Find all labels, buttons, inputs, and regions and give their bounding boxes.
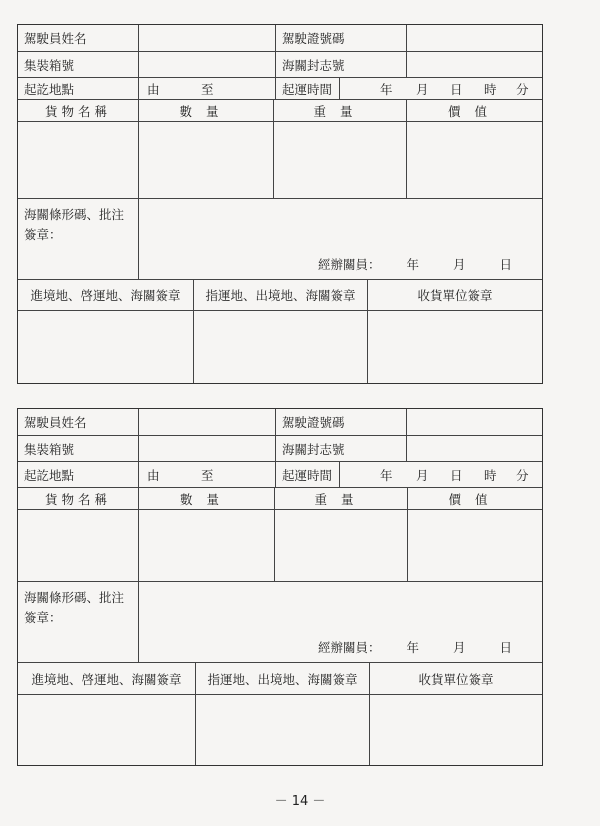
page-number: － 14 － <box>274 794 326 809</box>
receiver-stamp-field[interactable] <box>368 311 542 383</box>
from-label: 由 <box>147 467 160 483</box>
customs-note-field[interactable] <box>139 582 542 662</box>
customs-seal-field[interactable] <box>407 436 542 461</box>
container-row <box>18 436 542 462</box>
day-label: 日 <box>450 81 463 97</box>
day-label: 日 <box>450 467 463 483</box>
driver-row <box>18 25 542 52</box>
manifest-form-top <box>17 24 543 384</box>
customs-note-row <box>18 582 542 663</box>
goods-header-row <box>18 100 542 122</box>
container-no-field[interactable] <box>139 436 276 461</box>
stamp-area-row <box>18 311 542 383</box>
goods-name-header: 貨物名稱 <box>18 488 139 509</box>
stamp-header-row <box>18 663 542 695</box>
manifest-form-bottom <box>17 408 543 766</box>
license-no-label: 駕駛證號碼 <box>276 25 407 51</box>
goods-row <box>18 510 542 582</box>
exit-stamp-field[interactable] <box>196 695 370 765</box>
route-row <box>18 78 542 100</box>
officer-month: 月 <box>452 640 466 655</box>
goods-row <box>18 122 542 199</box>
hour-label: 時 <box>484 467 497 483</box>
value-header: 價值 <box>448 491 502 507</box>
year-label: 年 <box>380 467 393 483</box>
year-label: 年 <box>380 81 393 97</box>
exit-stamp-header: 指運地、出境地、海關簽章 <box>196 663 370 694</box>
entry-stamp-field[interactable] <box>18 311 194 383</box>
driver-row <box>18 409 542 436</box>
minute-label: 分 <box>516 81 529 97</box>
quantity-field[interactable] <box>139 122 274 198</box>
to-label: 至 <box>201 81 214 97</box>
officer-year: 年 <box>406 257 419 272</box>
officer-year: 年 <box>406 640 419 655</box>
value-field[interactable] <box>407 122 542 198</box>
origin-dest-label: 起訖地點 <box>18 78 139 99</box>
goods-name-field[interactable] <box>18 510 139 581</box>
goods-header-row <box>18 488 542 510</box>
value-field[interactable] <box>408 510 542 581</box>
quantity-header: 數量 <box>139 488 275 509</box>
receiver-stamp-field[interactable] <box>370 695 542 765</box>
customs-note-label-cell <box>18 199 139 279</box>
customs-note-label <box>24 588 124 628</box>
officer-day: 日 <box>499 257 512 272</box>
license-no-field[interactable] <box>407 25 542 51</box>
exit-stamp-field[interactable] <box>194 311 368 383</box>
month-label: 月 <box>416 467 429 483</box>
license-no-field[interactable] <box>407 409 542 435</box>
origin-dest-field[interactable] <box>139 462 276 487</box>
quantity-field[interactable] <box>139 510 275 581</box>
goods-name-header: 貨物名稱 <box>18 100 139 121</box>
customs-note-label <box>24 205 124 245</box>
goods-name-field[interactable] <box>18 122 139 198</box>
to-label: 至 <box>201 467 214 483</box>
departure-time-field[interactable] <box>340 462 542 487</box>
customs-note-line1: 海關條形碼、批注 <box>24 590 125 605</box>
exit-stamp-header: 指運地、出境地、海關簽章 <box>194 280 368 310</box>
officer-month: 月 <box>452 257 466 272</box>
customs-note-row <box>18 199 542 280</box>
entry-stamp-header: 進境地、啓運地、海關簽章 <box>18 663 196 694</box>
customs-note-line2: 簽章： <box>24 610 62 625</box>
officer-label: 經辦關員： <box>317 640 381 655</box>
customs-seal-field[interactable] <box>407 52 542 77</box>
customs-note-field[interactable] <box>139 199 542 279</box>
customs-note-line1: 海關條形碼、批注 <box>24 207 125 222</box>
customs-seal-label: 海關封志號 <box>276 52 407 77</box>
departure-time-label: 起運時間 <box>276 78 340 99</box>
driver-name-label: 駕駛員姓名 <box>18 25 139 51</box>
customs-note-label-cell <box>18 582 139 662</box>
officer-label: 經辦關員： <box>317 257 381 272</box>
weight-header: 重量 <box>274 100 407 121</box>
weight-field[interactable] <box>274 122 407 198</box>
driver-name-field[interactable] <box>139 25 276 51</box>
officer-sign-line <box>318 638 512 656</box>
origin-dest-label: 起訖地點 <box>18 462 139 487</box>
hour-label: 時 <box>484 81 497 97</box>
driver-name-label: 駕駛員姓名 <box>18 409 139 435</box>
origin-dest-field[interactable] <box>139 78 276 99</box>
driver-name-field[interactable] <box>139 409 276 435</box>
value-header: 價值 <box>447 103 501 119</box>
receiver-stamp-header: 收貨單位簽章 <box>418 671 494 687</box>
customs-seal-label: 海關封志號 <box>276 436 407 461</box>
customs-note-line2: 簽章： <box>24 227 62 242</box>
receiver-stamp-header: 收貨單位簽章 <box>417 288 493 303</box>
departure-time-label: 起運時間 <box>276 462 340 487</box>
officer-day: 日 <box>499 640 512 655</box>
license-no-label: 駕駛證號碼 <box>276 409 407 435</box>
quantity-header: 數量 <box>139 100 274 121</box>
route-row <box>18 462 542 488</box>
container-row <box>18 52 542 78</box>
officer-sign-line <box>318 255 512 273</box>
stamp-header-row <box>18 280 542 311</box>
stamp-area-row <box>18 695 542 765</box>
container-no-label: 集裝箱號 <box>18 436 139 461</box>
weight-header: 重量 <box>275 488 408 509</box>
minute-label: 分 <box>516 467 529 483</box>
from-label: 由 <box>147 81 160 97</box>
month-label: 月 <box>416 81 429 97</box>
weight-field[interactable] <box>275 510 408 581</box>
container-no-label: 集裝箱號 <box>18 52 139 77</box>
entry-stamp-field[interactable] <box>18 695 196 765</box>
departure-time-field[interactable] <box>340 78 542 99</box>
entry-stamp-header: 進境地、啓運地、海關簽章 <box>18 280 194 310</box>
container-no-field[interactable] <box>139 52 276 77</box>
